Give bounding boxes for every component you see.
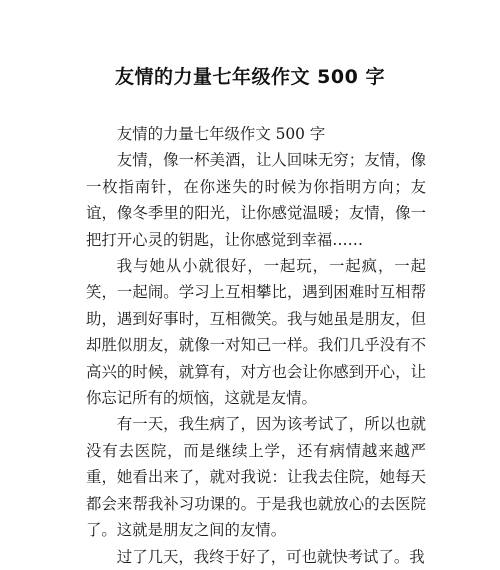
paragraph: 友情，像一杯美酒，让人回味无穷；友情，像一枚指南针，在你迷失的时候为你指明方向；友谊，像冬季里的阳光，让你感觉温暖；友情，像一把打开心灵的钥匙，让你感觉到幸福…… bbox=[86, 151, 426, 249]
paragraph: 我与她从小就很好，一起玩，一起疯，一起笑，一起闹。学习上互相攀比，遇到困难时互相帮助，遇到好事时，互相微笑。我与她虽是朋友，但却胜似朋友，就像一对知己一样。我们几乎没有不高兴的时候，就算有，对方也会让你感到开心，让你忘记所有的烦恼，这就是友情。 bbox=[86, 257, 426, 408]
paragraph-subtitle: 友情的力量七年级作文 500 字 bbox=[116, 125, 326, 143]
paragraph: 过了几天，我终于好了，可也就快考试了。我 bbox=[116, 547, 425, 566]
document-title: 友情的力量七年级作文 500 字 bbox=[115, 66, 385, 88]
paragraph: 有一天，我生病了，因为该考试了，所以也就没有去医院，而是继续上学，还有病情越来越严重，她看出来了，就对我说：让我去住院，她每天都会来帮我补习功课的。于是我也就放心的去医院了。这就是朋友之间的友情。 bbox=[86, 415, 426, 540]
document-body bbox=[86, 121, 426, 570]
